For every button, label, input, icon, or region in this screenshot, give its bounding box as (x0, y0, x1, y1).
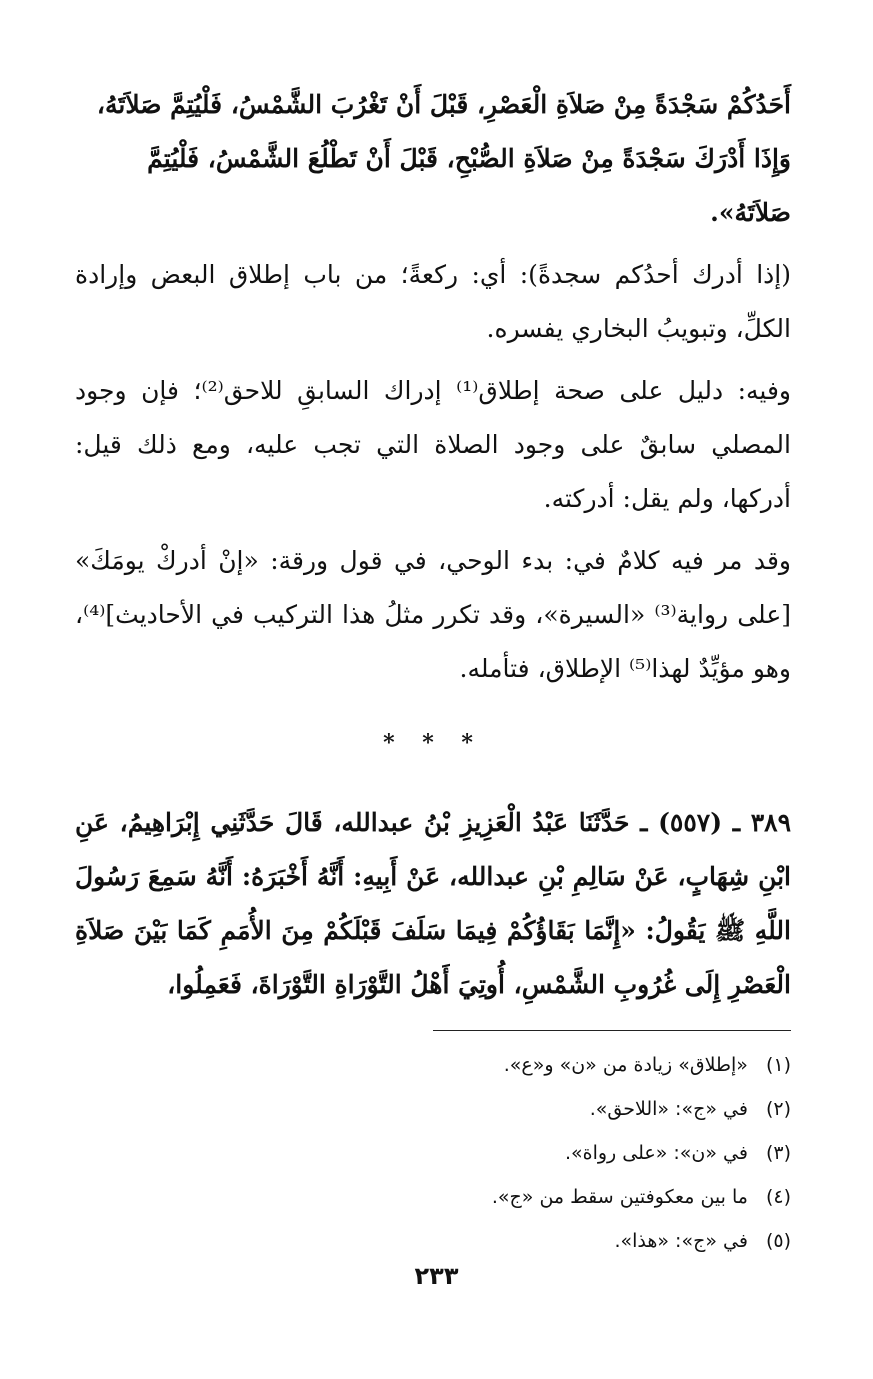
footnote-4 (75, 1175, 791, 1219)
footnote-5 (75, 1219, 791, 1263)
footnote-text: في «ج»: «اللاحق». (589, 1098, 748, 1120)
section-separator: * * * (383, 730, 483, 756)
footnote-text: في «ج»: «هذا». (614, 1230, 748, 1252)
footnote-text: ما بين معكوفتين سقط من «ج». (491, 1186, 748, 1208)
footnote-text: في «ن»: «على رواة». (564, 1142, 748, 1164)
footnote-text: «إطلاق» زيادة من «ن» و«ع». (503, 1054, 748, 1076)
footnote-number: (٥) (765, 1230, 791, 1252)
commentary-paragraph-1: (إذا أدرك أحدُكم سجدةً): أي: ركعةً؛ من باب إطلاق البعض وإرادة الكلِّ، وتبويبُ البخاري يفسره. (75, 260, 791, 343)
footnote-number: (٢) (765, 1098, 791, 1120)
page-body (75, 78, 791, 1263)
footnote-number: (١) (765, 1054, 791, 1076)
footnote-number: (٤) (765, 1186, 791, 1208)
commentary-paragraph-3: وقد مر فيه كلامٌ في: بدء الوحي، في قول ورقة: «إنْ أدركْ يومَكَ» [على رواية⁽³⁾ «السيرة»، وقد تكرر مثلُ هذا التركيب في الأحاديث]⁽⁴⁾، وهو مؤيِّدٌ لهذا⁽⁵⁾ الإطلاق، فتأمله. (75, 546, 791, 683)
page-number: ٢٣٣ (414, 1262, 459, 1290)
footnote-divider (433, 1030, 791, 1031)
footnote-rule-wrap (75, 1030, 791, 1031)
footnote-3 (75, 1131, 791, 1175)
footnote-1 (75, 1043, 791, 1087)
hadith-continuation-line-2: وَإِذَا أَدْرَكَ سَجْدَةً مِنْ صَلاَةِ الصُّبْحِ، قَبْلَ أَنْ تَطْلُعَ الشَّمْسُ، فَلْيُتِمَّ صَلاَتَهُ». (147, 144, 791, 227)
hadith-389-text: ٣٨٩ ـ (٥٥٧) ـ حَدَّثَنَا عَبْدُ الْعَزِيزِ بْنُ عبدالله، قَالَ حَدَّثَنِي إِبْرَاهِيمُ، عَنِ ابْنِ شِهَابٍ، عَنْ سَالِمِ بْنِ عبدالله، عَنْ أَبِيهِ: أَنَّهُ أَخْبَرَهُ: أَنَّهُ سَمِعَ رَسُولَ اللَّهِ ﷺ يَقُولُ: «إِنَّمَا بَقَاؤُكُمْ فِيمَا سَلَفَ قَبْلَكُمْ مِنَ الأُمَمِ كَمَا بَيْنَ صَلاَةِ الْعَصْرِ إِلَى غُرُوبِ الشَّمْسِ، أُوتِيَ أَهْلُ التَّوْرَاةِ التَّوْرَاةَ، فَعَمِلُوا، (75, 808, 792, 999)
commentary-paragraph-2: وفيه: دليل على صحة إطلاق⁽¹⁾ إدراك السابقِ للاحق⁽²⁾؛ فإن وجود المصلي سابقٌ على وجود الصلاة التي تجب عليه، ومع ذلك قيل: أدركها، ولم يقل: أدركته. (75, 376, 792, 513)
footnote-2 (75, 1087, 791, 1131)
hadith-continuation-line-1: أَحَدُكُمْ سَجْدَةً مِنْ صَلاَةِ الْعَصْرِ، قَبْلَ أَنْ تَغْرُبَ الشَّمْسُ، فَلْيُتِمَّ صَلاَتَهُ، (96, 90, 791, 119)
footnotes (75, 1043, 791, 1263)
footnote-number: (٣) (765, 1142, 791, 1164)
